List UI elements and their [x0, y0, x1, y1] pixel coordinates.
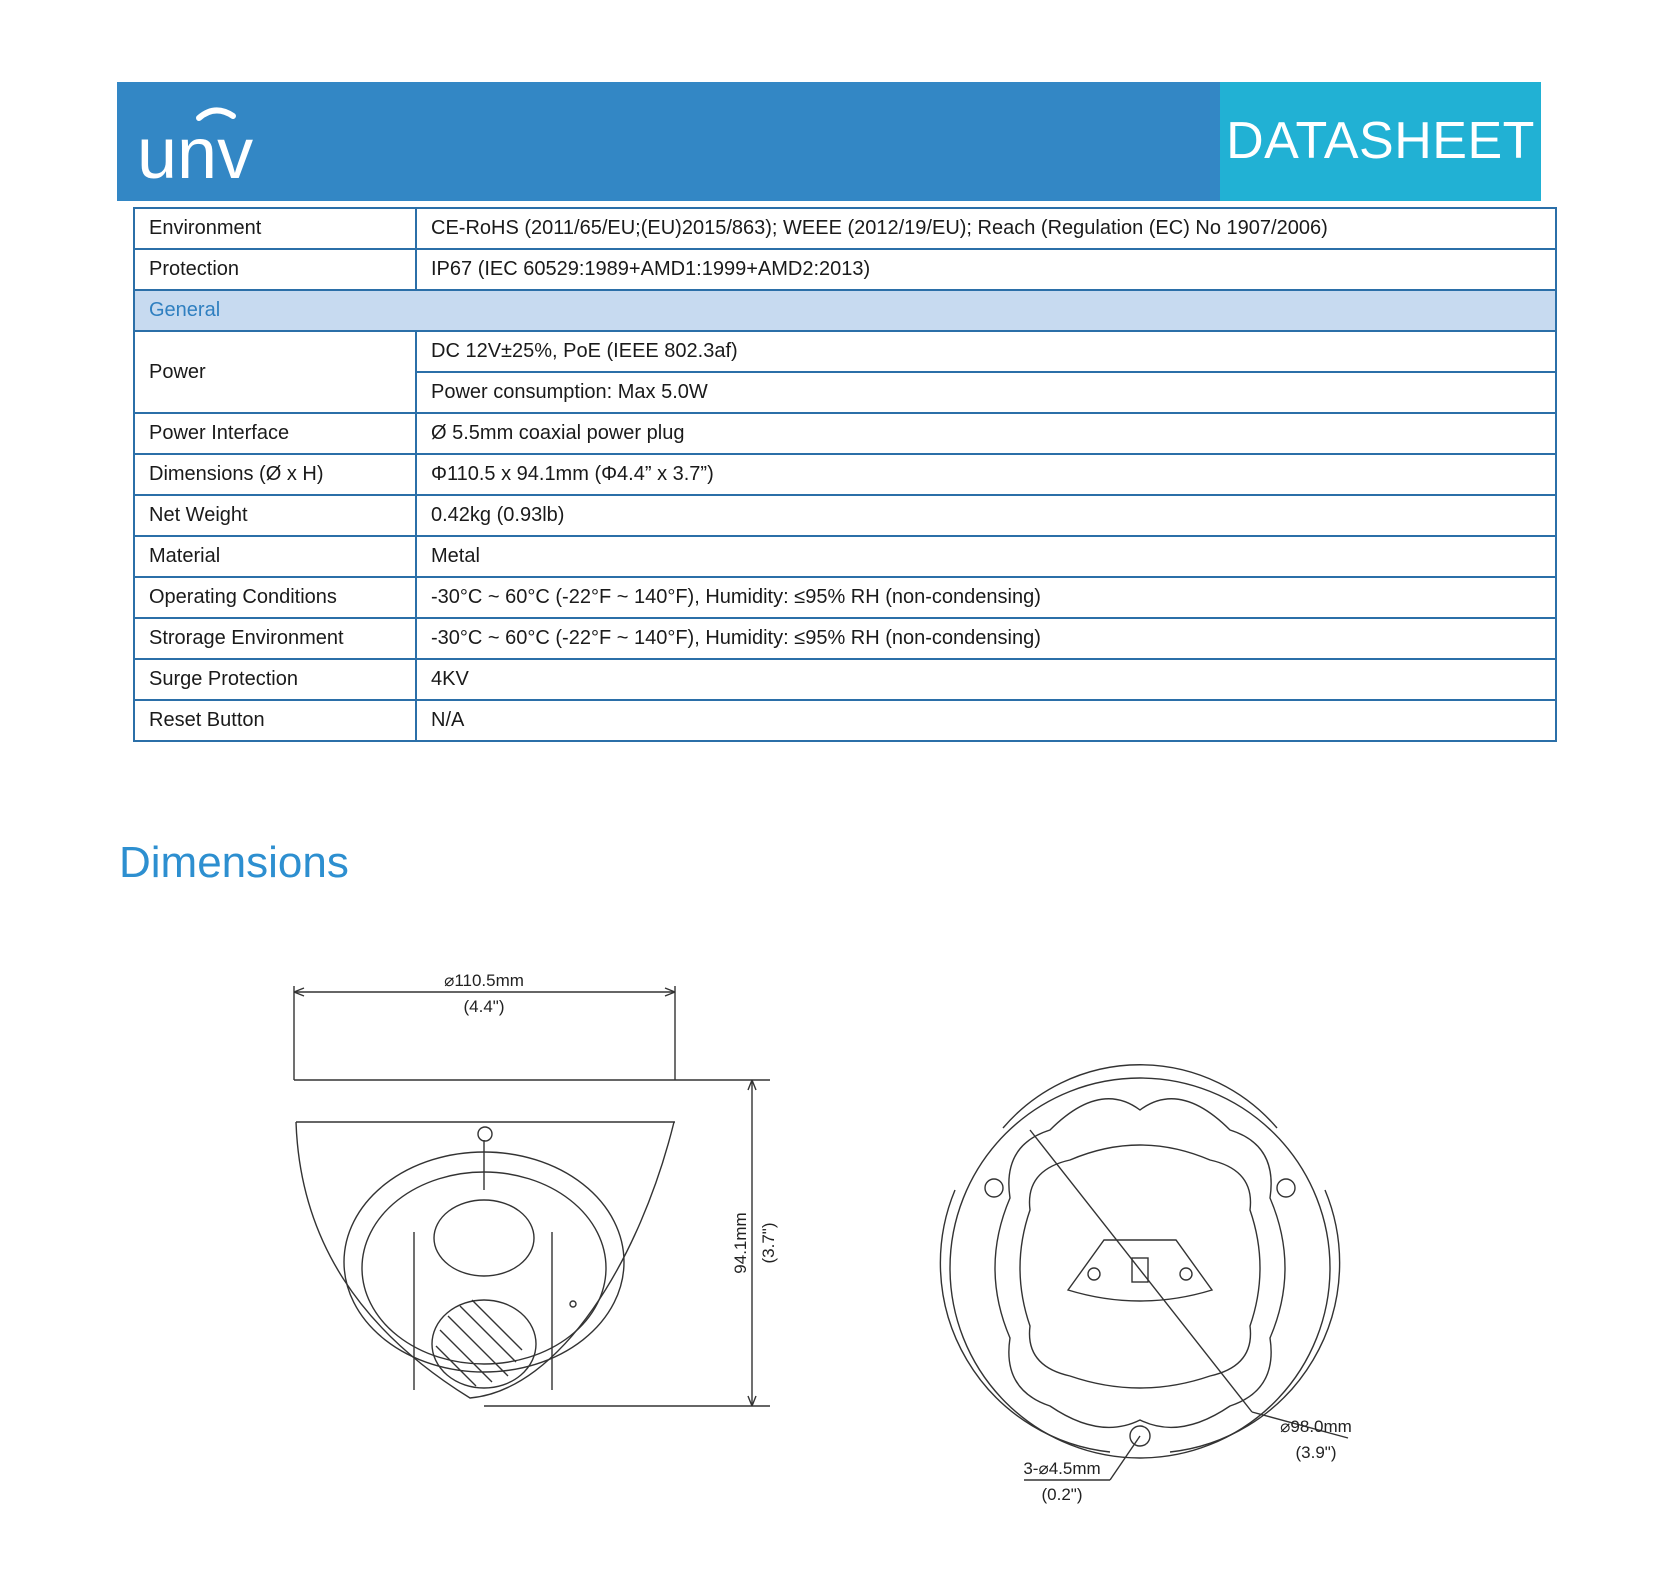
- row-value: IP67 (IEC 60529:1989+AMD1:1999+AMD2:2013): [416, 249, 1556, 290]
- row-label: Surge Protection: [134, 659, 416, 700]
- holes-mm-label: 3-⌀4.5mm: [1023, 1459, 1101, 1478]
- row-value: Metal: [416, 536, 1556, 577]
- row-label: Strorage Environment: [134, 618, 416, 659]
- row-label: Power Interface: [134, 413, 416, 454]
- height-mm-label: 94.1mm: [731, 1212, 750, 1274]
- row-value: Power consumption: Max 5.0W: [416, 372, 1556, 413]
- row-value: 4KV: [416, 659, 1556, 700]
- row-label: Power: [134, 331, 416, 413]
- base-in-label: (3.9"): [1295, 1443, 1337, 1462]
- row-value: Ø 5.5mm coaxial power plug: [416, 413, 1556, 454]
- row-value: DC 12V±25%, PoE (IEEE 802.3af): [416, 331, 1556, 372]
- base-mm-label: ⌀98.0mm: [1280, 1417, 1352, 1436]
- row-label: Net Weight: [134, 495, 416, 536]
- row-value: Φ110.5 x 94.1mm (Φ4.4” x 3.7”): [416, 454, 1556, 495]
- row-label: Environment: [134, 208, 416, 249]
- svg-text:unv: unv: [137, 114, 254, 188]
- height-in-label: (3.7"): [759, 1222, 778, 1264]
- row-value: N/A: [416, 700, 1556, 741]
- section-title: General: [134, 290, 1556, 331]
- width-mm-label: ⌀110.5mm: [444, 971, 524, 990]
- dimensions-heading: Dimensions: [119, 838, 349, 887]
- row-label: Reset Button: [134, 700, 416, 741]
- row-value: -30°C ~ 60°C (-22°F ~ 140°F), Humidity: ≤95% RH (non-condensing): [416, 618, 1556, 659]
- datasheet-label: DATASHEET: [1226, 112, 1535, 170]
- row-value: CE-RoHS (2011/65/EU;(EU)2015/863); WEEE (2012/19/EU); Reach (Regulation (EC) No 1907/2006): [416, 208, 1556, 249]
- row-label: Dimensions (Ø x H): [134, 454, 416, 495]
- side-view: [294, 986, 770, 1406]
- width-in-label: (4.4"): [463, 997, 505, 1016]
- row-value: -30°C ~ 60°C (-22°F ~ 140°F), Humidity: ≤95% RH (non-condensing): [416, 577, 1556, 618]
- holes-in-label: (0.2"): [1041, 1485, 1083, 1504]
- row-label: Protection: [134, 249, 416, 290]
- row-value: 0.42kg (0.93lb): [416, 495, 1556, 536]
- row-label: Operating Conditions: [134, 577, 416, 618]
- row-label: Material: [134, 536, 416, 577]
